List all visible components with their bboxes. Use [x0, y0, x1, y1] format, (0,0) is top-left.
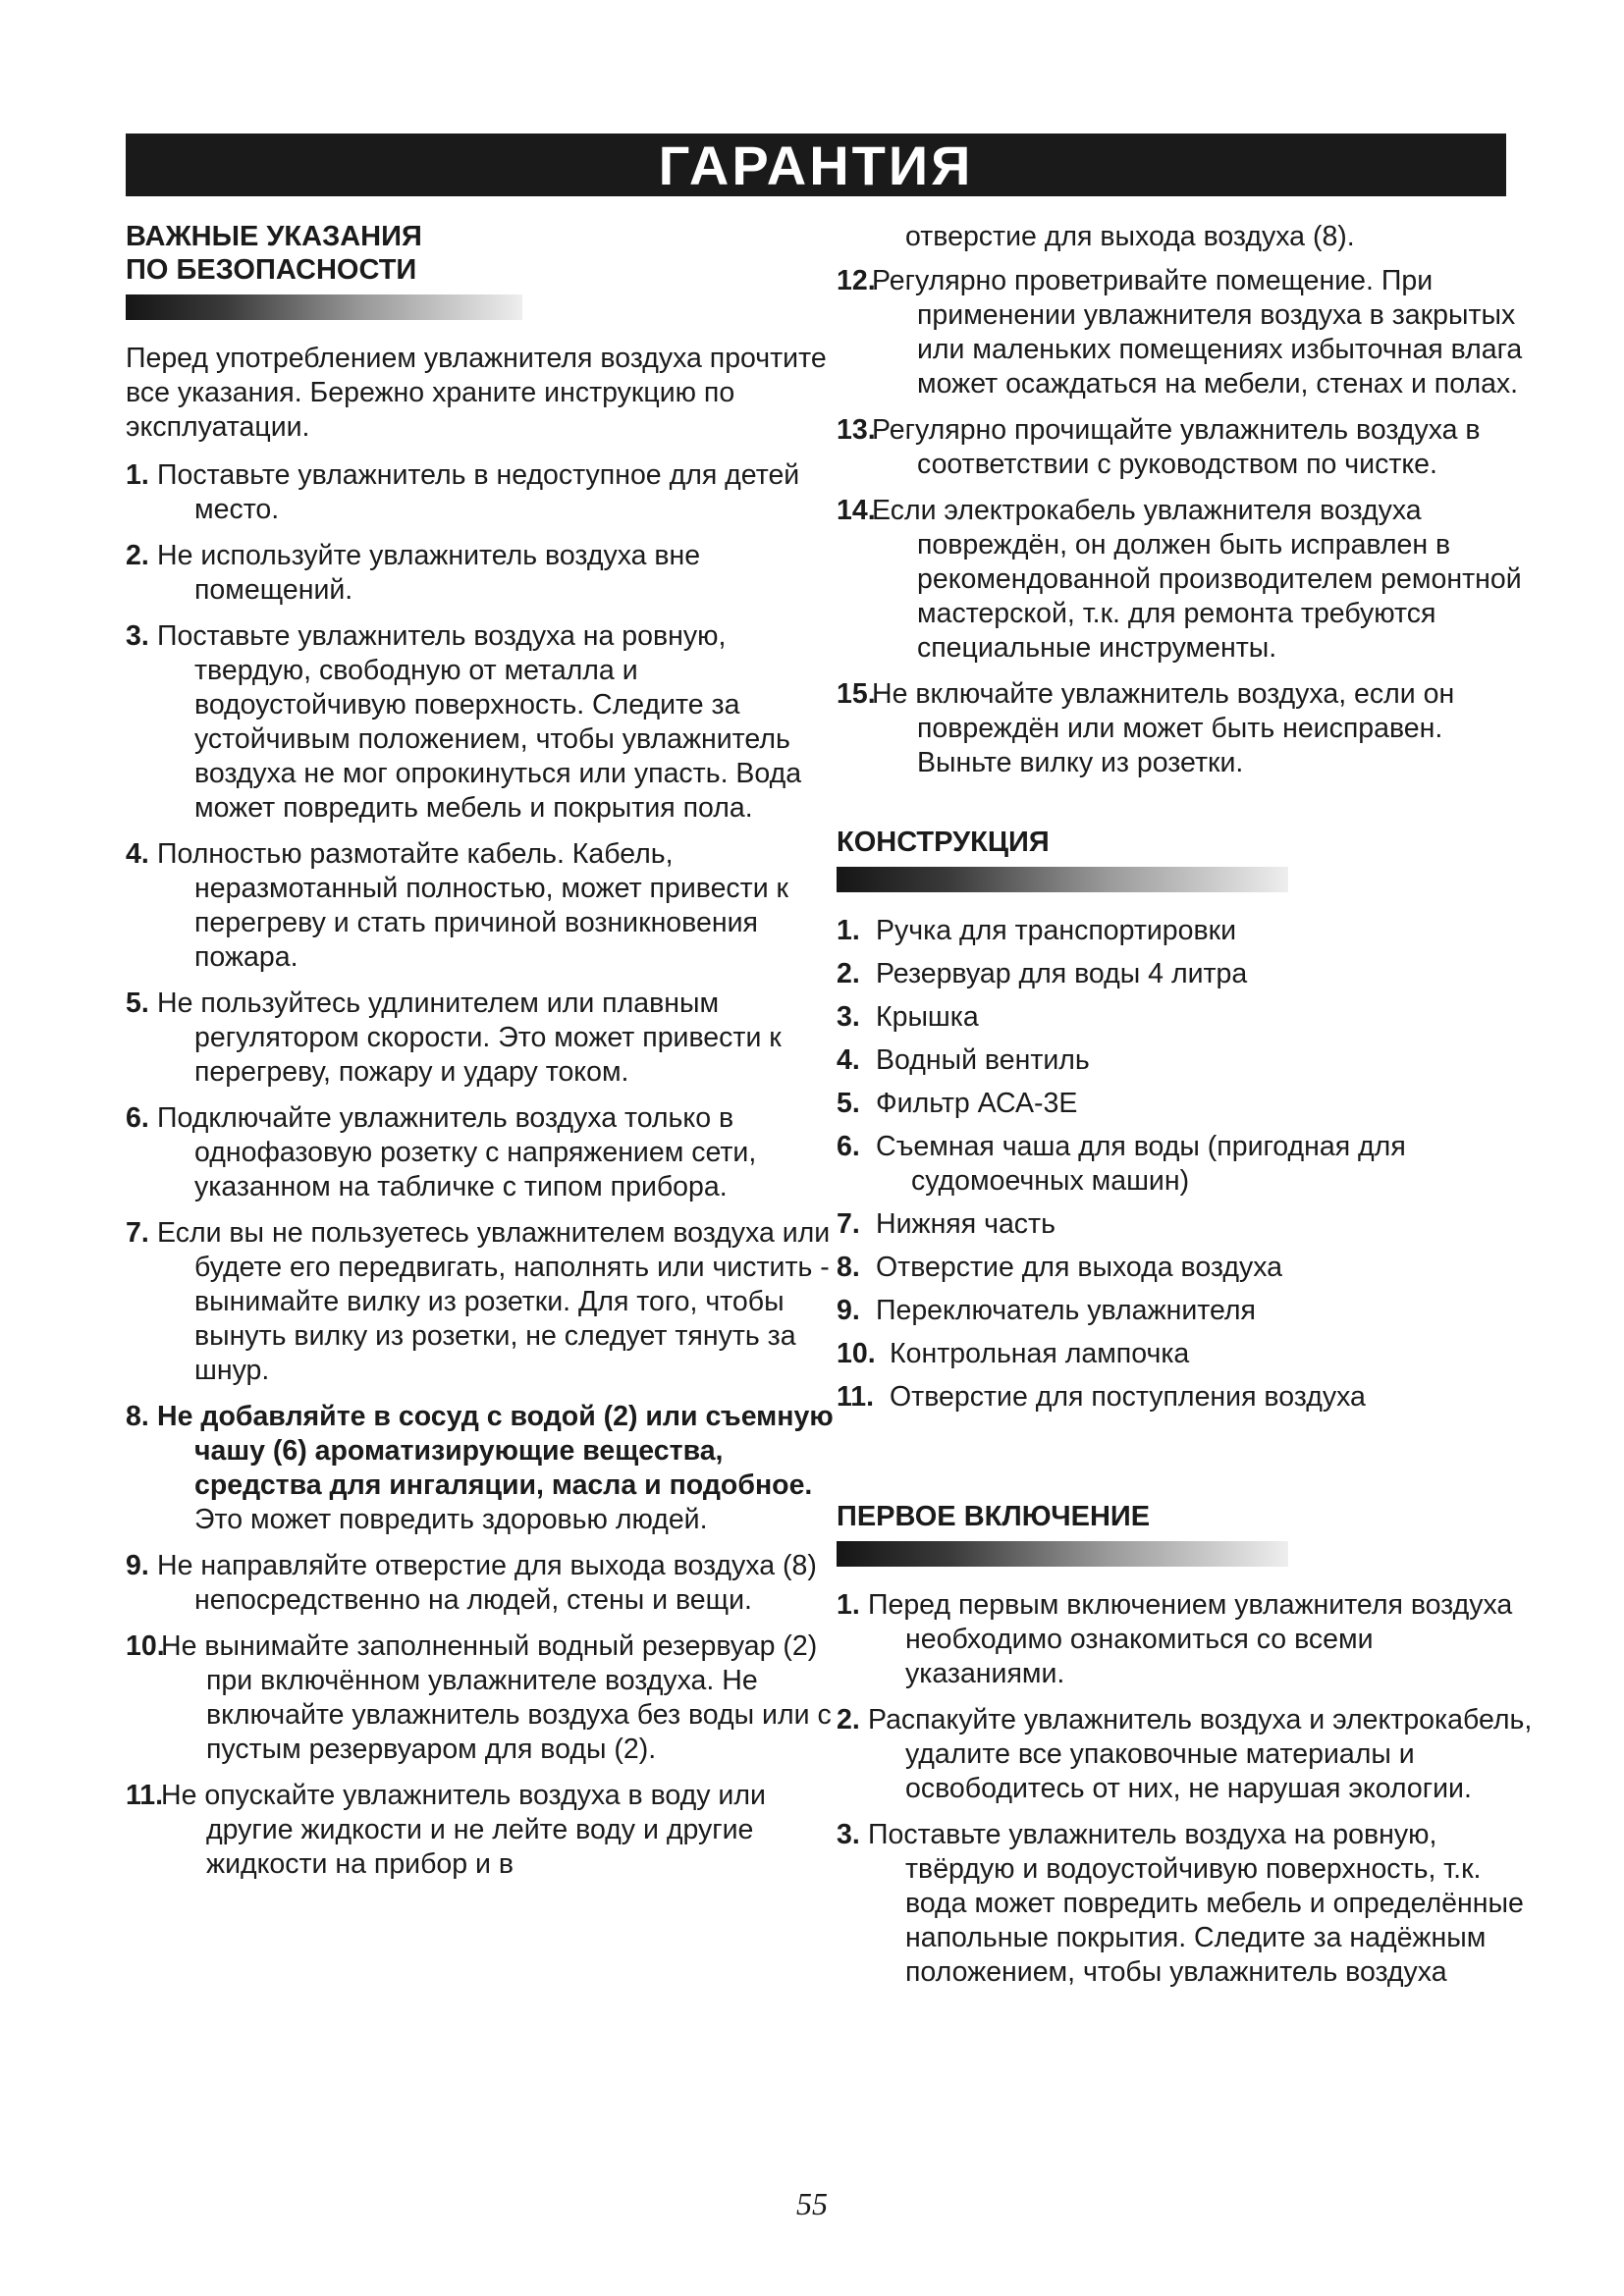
- item-number: 8.: [126, 1401, 149, 1432]
- section-gradient-bar: [837, 1541, 1288, 1567]
- list-item: [837, 1043, 1534, 1078]
- item-text: Резервуар для воды 4 литра: [876, 958, 1248, 989]
- item-text: Нижняя часть: [876, 1208, 1056, 1240]
- item-number: 13.: [837, 414, 876, 446]
- list-item: [837, 494, 1534, 666]
- item-number: 11.: [126, 1780, 164, 1811]
- item-text: Если вы не пользуетесь увлажнителем воздуха или будете его передвигать, наполнять или чистить - вынимайте вилку из розетки. Для того, чтобы вынуть вилку из розетки, не следует тянуть за шнур.: [157, 1217, 831, 1386]
- list-item: [837, 1588, 1534, 1691]
- safety-list-right: [837, 264, 1534, 780]
- item-text: Не опускайте увлажнитель воздуха в воду или другие жидкости и не лейте воду и другие жидкости на прибор и в: [161, 1780, 766, 1880]
- item-number: 11.: [837, 1381, 875, 1413]
- item-number: 3.: [837, 1819, 860, 1850]
- list-item: [126, 1779, 842, 1882]
- list-item: [837, 264, 1534, 401]
- item-text: Не направляйте отверстие для выхода воздуха (8) непосредственно на людей, стены и вещи.: [157, 1550, 817, 1616]
- item-number: 9.: [126, 1550, 149, 1581]
- safety-list: [126, 458, 842, 1618]
- item-number: 14.: [837, 495, 876, 526]
- item-text: Отверстие для выхода воздуха: [876, 1252, 1282, 1283]
- list-item: [126, 837, 842, 975]
- section-gradient-bar: [126, 294, 522, 320]
- safety-list-continued: [126, 1629, 842, 1882]
- safety-section-title: [126, 220, 842, 287]
- item-text: Полностью размотайте кабель. Кабель, неразмотанный полностью, может привести к перегреву и стать причиной возникновения пожара.: [157, 838, 789, 973]
- item-text: Съемная чаша для воды (пригодная для судомоечных машин): [876, 1131, 1406, 1197]
- page-number: 55: [796, 2186, 828, 2221]
- list-item: [837, 1294, 1534, 1328]
- safety-title-line2: ПО БЕЗОПАСНОСТИ: [126, 254, 417, 286]
- item-number: 12.: [837, 265, 876, 296]
- item-continuation: отверстие для выхода воздуха (8).: [905, 221, 1355, 252]
- item-number: 3.: [126, 620, 149, 652]
- item-text: Перед первым включением увлажнителя воздуха необходимо ознакомиться со всеми указаниями.: [868, 1589, 1513, 1689]
- list-item: [837, 1000, 1534, 1035]
- list-item: [837, 1337, 1534, 1371]
- item-text: Распакуйте увлажнитель воздуха и электрокабель, удалите все упаковочные материалы и освободитесь от них, не нарушая экологии.: [868, 1704, 1533, 1804]
- list-item: [837, 1251, 1534, 1285]
- item-number: 2.: [126, 540, 149, 571]
- construction-list: [837, 914, 1534, 1415]
- list-item: [837, 1207, 1534, 1242]
- item-text: Регулярно прочищайте увлажнитель воздуха в соответствии с руководством по чистке.: [872, 414, 1481, 480]
- item-text: Ручка для транспортировки: [876, 915, 1237, 946]
- item-number: 1.: [837, 915, 860, 946]
- item-text: Крышка: [876, 1001, 979, 1033]
- first-start-list: [837, 1588, 1534, 1990]
- item-text: Если электрокабель увлажнителя воздуха повреждён, он должен быть исправлен в рекомендованной производителем ремонтной мастерской, т.к. для ремонта требуются специальные инструменты.: [872, 495, 1522, 664]
- item-number: 10.: [126, 1630, 165, 1662]
- item-text: Отверстие для поступления воздуха: [890, 1381, 1366, 1413]
- list-item: [837, 1130, 1534, 1199]
- safety-title-line1: ВАЖНЫЕ УКАЗАНИЯ: [126, 221, 422, 252]
- section-gradient-bar: [837, 867, 1288, 892]
- list-item: [126, 1101, 842, 1204]
- item-number: 4.: [837, 1044, 860, 1076]
- item-text: Не включайте увлажнитель воздуха, если он повреждён или может быть неисправен. Выньте вилку из розетки.: [872, 678, 1455, 778]
- item-number: 6.: [837, 1131, 860, 1162]
- list-item: [126, 539, 842, 608]
- item-number: 1.: [837, 1589, 860, 1621]
- item-text: Поставьте увлажнитель воздуха на ровную, твёрдую и водоустойчивую поверхность, т.к. вода может повредить мебель и определённые напольные покрытия. Следите за надёжным положением, чтобы увлажнитель воздуха: [868, 1819, 1524, 1988]
- item-number: 6.: [126, 1102, 149, 1134]
- item-bold-text: Не добавляйте в сосуд с водой (2) или съемную чашу (6) ароматизирующие вещества, средства для ингаляции, масла и подобное.: [157, 1401, 834, 1501]
- left-column: [126, 220, 842, 1894]
- item-number: 7.: [837, 1208, 860, 1240]
- list-item: [837, 914, 1534, 948]
- item-number: 4.: [126, 838, 149, 870]
- list-item: [126, 1629, 842, 1767]
- item-text: Переключатель увлажнителя: [876, 1295, 1256, 1326]
- list-item: [126, 1400, 842, 1537]
- first-start-section-title: ПЕРВОЕ ВКЛЮЧЕНИЕ: [837, 1501, 1151, 1532]
- right-column: [837, 220, 1534, 2002]
- item-number: 15.: [837, 678, 876, 710]
- item-number: 8.: [837, 1252, 860, 1283]
- item-text: Не пользуйтесь удлинителем или плавным регулятором скорости. Это может привести к перегреву, пожару и удару током.: [157, 988, 782, 1088]
- item-text: Водный вентиль: [876, 1044, 1090, 1076]
- list-item: [126, 458, 842, 527]
- list-item: [837, 957, 1534, 991]
- list-item: [126, 987, 842, 1090]
- item-text: Это может повредить здоровью людей.: [194, 1504, 708, 1535]
- item-text: Фильтр АСА-3Е: [876, 1088, 1078, 1119]
- list-item: [837, 677, 1534, 780]
- safety-intro: Перед употреблением увлажнителя воздуха прочтите все указания. Бережно храните инструкцию по эксплуатации.: [126, 343, 827, 443]
- list-item: [837, 413, 1534, 482]
- item-text: Регулярно проветривайте помещение. При применении увлажнителя воздуха в закрытых или маленьких помещениях избыточная влага может осаждаться на мебели, стенах и полах.: [872, 265, 1523, 400]
- list-item: [837, 1087, 1534, 1121]
- item-number: 9.: [837, 1295, 860, 1326]
- construction-section-title: КОНСТРУКЦИЯ: [837, 827, 1050, 858]
- page-title: ГАРАНТИЯ: [658, 134, 974, 196]
- item-number: 2.: [837, 1704, 860, 1735]
- item-number: 5.: [126, 988, 149, 1019]
- item-text: Контрольная лампочка: [890, 1338, 1190, 1369]
- list-item: [126, 1216, 842, 1388]
- item-text: Подключайте увлажнитель воздуха только в однофазовую розетку с напряжением сети, указанном на табличке с типом прибора.: [157, 1102, 757, 1202]
- item-number: 10.: [837, 1338, 876, 1369]
- item-number: 1.: [126, 459, 149, 491]
- item-number: 2.: [837, 958, 860, 989]
- item-number: 5.: [837, 1088, 860, 1119]
- item-number: 3.: [837, 1001, 860, 1033]
- list-item: [837, 1703, 1534, 1806]
- item-text: Не вынимайте заполненный водный резервуар (2) при включённом увлажнителе воздуха. Не включайте увлажнитель воздуха без воды или с пустым резервуаром для воды (2).: [161, 1630, 832, 1765]
- item-text: Не используйте увлажнитель воздуха вне помещений.: [157, 540, 701, 606]
- list-item: [126, 1549, 842, 1618]
- item-text: Поставьте увлажнитель в недоступное для детей место.: [157, 459, 800, 525]
- list-item: [837, 1380, 1534, 1415]
- item-number: 7.: [126, 1217, 149, 1249]
- item-text: Поставьте увлажнитель воздуха на ровную, твердую, свободную от металла и водоустойчивую поверхность. Следите за устойчивым положением, чтобы увлажнитель воздуха не мог опрокинуться или упасть. Вода может повредить мебель и покрытия пола.: [157, 620, 802, 824]
- list-item: [837, 1818, 1534, 1990]
- page-title-banner: [126, 133, 1506, 196]
- list-item: [126, 619, 842, 826]
